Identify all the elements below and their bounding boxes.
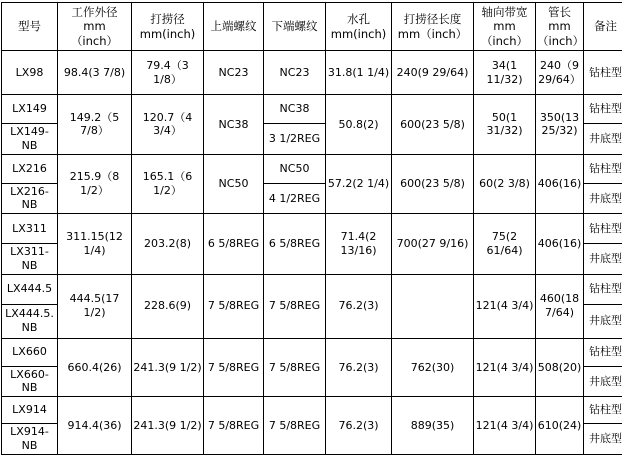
- table-header-row: [2, 3, 622, 51]
- cell-top-thread: 7 5/8REG: [204, 397, 264, 455]
- cell-bottom-thread: 4 1/2REG: [264, 183, 326, 214]
- cell-model: LX914: [2, 397, 58, 424]
- column-header-bottom-thread-line1: 下端螺纹: [265, 19, 324, 33]
- column-header-model-line1: 型号: [3, 19, 56, 33]
- cell-total-length: 240（9 29/64）: [536, 51, 584, 95]
- column-header-working-od: [58, 3, 132, 51]
- column-header-water-hole: [326, 3, 392, 51]
- cell-remark: 井底型: [584, 124, 622, 155]
- cell-model: LX216-NB: [2, 183, 58, 214]
- column-header-water-hole-line2: mm(inch): [327, 27, 390, 41]
- column-header-fishing-diameter-line1: 打捞径: [133, 12, 202, 26]
- cell-model: LX311-NB: [2, 244, 58, 275]
- cell-axial-band-width: 121(4 3/4): [474, 338, 536, 397]
- cell-axial-band-width: 121(4 3/4): [474, 274, 536, 338]
- cell-model: LX216: [2, 154, 58, 183]
- cell-bottom-thread: 7 5/8REG: [264, 274, 326, 338]
- column-header-total-length-line3: （inch）: [537, 34, 582, 48]
- cell-model: LX98: [2, 51, 58, 95]
- cell-top-thread: NC23: [204, 51, 264, 95]
- column-header-remark-line1: 备注: [585, 19, 622, 33]
- cell-working-od: 215.9（8 1/2）: [58, 154, 132, 214]
- column-header-total-length: [536, 3, 584, 51]
- column-header-axial-band-width-line1: 轴向带宽: [475, 5, 534, 19]
- table-row: [2, 338, 622, 366]
- cell-remark: 井底型: [584, 304, 622, 338]
- cell-fishing-length: 700(27 9/16): [392, 214, 474, 275]
- cell-top-thread: 7 5/8REG: [204, 338, 264, 397]
- table-row: [2, 397, 622, 424]
- cell-bottom-thread: 3 1/2REG: [264, 124, 326, 155]
- cell-total-length: 350(13 25/32): [536, 95, 584, 155]
- cell-working-od: 660.4(26): [58, 338, 132, 397]
- cell-bottom-thread: NC50: [264, 154, 326, 183]
- cell-total-length: 508(20): [536, 338, 584, 397]
- cell-axial-band-width: 75(2 61/64): [474, 214, 536, 275]
- cell-remark: 钻柱型: [584, 338, 622, 366]
- cell-remark: 井底型: [584, 183, 622, 214]
- cell-top-thread: NC38: [204, 95, 264, 155]
- cell-fishing-diameter: 228.6(9): [132, 274, 204, 338]
- cell-working-od: 98.4(3 7/8): [58, 51, 132, 95]
- cell-bottom-thread: 7 5/8REG: [264, 338, 326, 397]
- cell-top-thread: 6 5/8REG: [204, 214, 264, 275]
- cell-remark: 钻柱型: [584, 274, 622, 304]
- cell-bottom-thread: 7 5/8REG: [264, 397, 326, 455]
- cell-remark: 钻柱型: [584, 95, 622, 124]
- cell-fishing-length: 600(23 5/8): [392, 154, 474, 214]
- cell-water-hole: 76.2(3): [326, 274, 392, 338]
- column-header-water-hole-line1: 水孔: [327, 12, 390, 26]
- column-header-working-od-line1: 工作外径: [59, 5, 130, 19]
- cell-remark: 井底型: [584, 424, 622, 455]
- column-header-fishing-diameter: [132, 3, 204, 51]
- cell-model: LX311: [2, 214, 58, 244]
- cell-fishing-diameter: 241.3(9 1/2): [132, 397, 204, 455]
- table-row: [2, 95, 622, 124]
- table-row: [2, 274, 622, 304]
- cell-water-hole: 57.2(2 1/4): [326, 154, 392, 214]
- column-header-total-length-line1: 管长: [537, 5, 582, 19]
- column-header-working-od-line2: mm: [59, 19, 130, 33]
- cell-fishing-diameter: 241.3(9 1/2): [132, 338, 204, 397]
- cell-working-od: 311.15(12 1/4): [58, 214, 132, 275]
- cell-top-thread: NC50: [204, 154, 264, 214]
- cell-fishing-length: 889(35): [392, 397, 474, 455]
- cell-bottom-thread: NC38: [264, 95, 326, 124]
- cell-axial-band-width: 34(1 11/32): [474, 51, 536, 95]
- column-header-top-thread: [204, 3, 264, 51]
- cell-water-hole: 76.2(3): [326, 338, 392, 397]
- cell-fishing-diameter: 165.1（6 1/2）: [132, 154, 204, 214]
- column-header-bottom-thread: [264, 3, 326, 51]
- table-row: [2, 154, 622, 183]
- column-header-fishing-length: [392, 3, 474, 51]
- cell-model: LX444.5.NB: [2, 304, 58, 338]
- cell-axial-band-width: 50(1 31/32): [474, 95, 536, 155]
- cell-total-length: 460(18 7/64): [536, 274, 584, 338]
- cell-remark: 钻柱型: [584, 397, 622, 424]
- cell-model: LX149-NB: [2, 124, 58, 155]
- cell-water-hole: 76.2(3): [326, 397, 392, 455]
- cell-working-od: 444.5(17 1/2): [58, 274, 132, 338]
- cell-model: LX149: [2, 95, 58, 124]
- cell-total-length: 610(24): [536, 397, 584, 455]
- column-header-model: [2, 3, 58, 51]
- cell-model: LX914-NB: [2, 424, 58, 455]
- table-body: [2, 51, 622, 455]
- cell-remark: 钻柱型: [584, 51, 622, 95]
- cell-remark: 井底型: [584, 366, 622, 397]
- cell-remark: 钻柱型: [584, 214, 622, 244]
- cell-model: LX444.5: [2, 274, 58, 304]
- cell-water-hole: 50.8(2): [326, 95, 392, 155]
- cell-water-hole: 31.8(1 1/4): [326, 51, 392, 95]
- cell-model: LX660-NB: [2, 366, 58, 397]
- cell-fishing-diameter: 203.2(8): [132, 214, 204, 275]
- cell-bottom-thread: NC23: [264, 51, 326, 95]
- cell-fishing-length: 600(23 5/8): [392, 95, 474, 155]
- cell-fishing-length: [392, 274, 474, 338]
- cell-working-od: 914.4(36): [58, 397, 132, 455]
- cell-bottom-thread: 6 5/8REG: [264, 214, 326, 275]
- column-header-axial-band-width-line2: mm（inch）: [475, 19, 534, 48]
- cell-working-od: 149.2（5 7/8）: [58, 95, 132, 155]
- table-row: [2, 51, 622, 95]
- column-header-fishing-length-line2: mm（inch）: [393, 27, 472, 41]
- cell-fishing-length: 762(30): [392, 338, 474, 397]
- column-header-fishing-diameter-line2: mm(inch): [133, 27, 202, 41]
- cell-remark: 钻柱型: [584, 154, 622, 183]
- cell-remark: 井底型: [584, 244, 622, 275]
- cell-axial-band-width: 60(2 3/8): [474, 154, 536, 214]
- column-header-remark: [584, 3, 622, 51]
- cell-fishing-diameter: 79.4（3 1/8）: [132, 51, 204, 95]
- column-header-total-length-line2: mm: [537, 19, 582, 33]
- specification-table: [1, 2, 622, 455]
- cell-total-length: 406(16): [536, 214, 584, 275]
- column-header-top-thread-line1: 上端螺纹: [205, 19, 262, 33]
- cell-axial-band-width: 121(4 3/4): [474, 397, 536, 455]
- cell-water-hole: 71.4(2 13/16): [326, 214, 392, 275]
- table-row: [2, 214, 622, 244]
- column-header-working-od-line3: （inch）: [59, 34, 130, 48]
- column-header-axial-band-width: [474, 3, 536, 51]
- column-header-fishing-length-line1: 打捞径长度: [393, 12, 472, 26]
- cell-fishing-diameter: 120.7（4 3/4）: [132, 95, 204, 155]
- cell-fishing-length: 240(9 29/64): [392, 51, 474, 95]
- cell-top-thread: 7 5/8REG: [204, 274, 264, 338]
- cell-model: LX660: [2, 338, 58, 366]
- cell-total-length: 406(16): [536, 154, 584, 214]
